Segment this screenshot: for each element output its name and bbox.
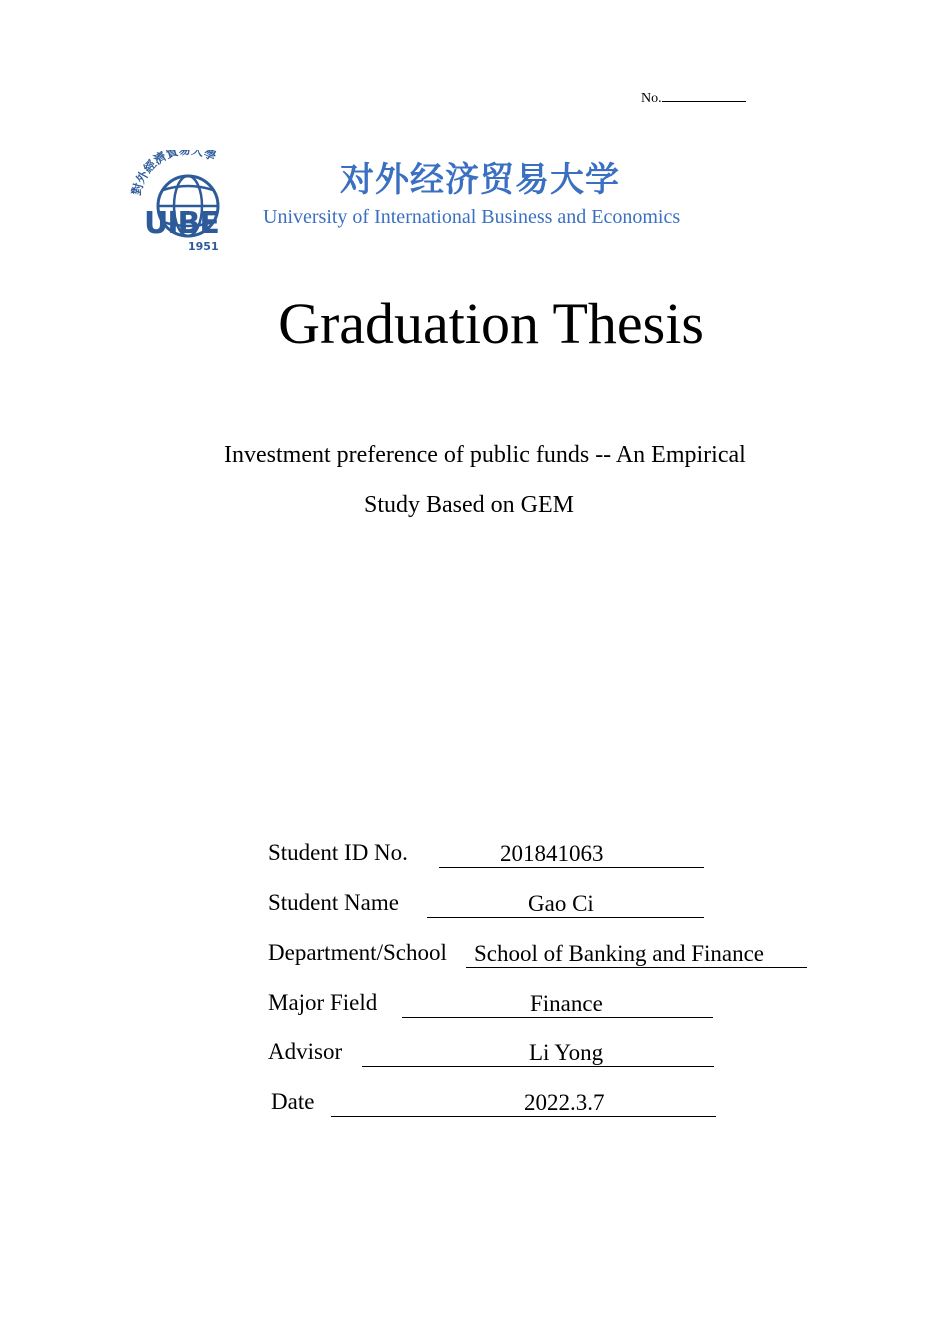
student-name-label: Student Name xyxy=(268,890,399,915)
student-id-value: 201841063 xyxy=(500,841,604,866)
serial-blank xyxy=(662,88,746,102)
thesis-title-line-2: Study Based on GEM xyxy=(364,492,574,518)
document-title: Graduation Thesis xyxy=(278,291,704,356)
thesis-title-line-1: Investment preference of public funds -- An Empirical xyxy=(224,442,746,468)
logo-year: 1951 xyxy=(188,240,219,253)
department-label: Department/School xyxy=(268,940,447,965)
university-logo xyxy=(128,150,244,262)
date-value-field xyxy=(331,1089,716,1117)
advisor-label: Advisor xyxy=(268,1039,343,1064)
major-value: Finance xyxy=(530,991,603,1016)
logo-wordmark: UIBE xyxy=(144,206,219,241)
student-id-label: Student ID No. xyxy=(268,840,408,865)
student-name-value-field xyxy=(427,890,704,918)
department-value-field xyxy=(466,940,807,968)
serial-label: No. xyxy=(641,91,662,106)
university-name-chinese: 对外经济贸易大学 xyxy=(340,160,620,200)
university-name-english: University of International Business and Economics xyxy=(263,206,681,228)
student-name-value: Gao Ci xyxy=(528,891,594,916)
advisor-value-field xyxy=(362,1039,714,1067)
date-label: Date xyxy=(271,1089,315,1114)
date-value: 2022.3.7 xyxy=(524,1090,605,1115)
serial-number xyxy=(641,88,746,107)
advisor-value: Li Yong xyxy=(529,1040,604,1065)
student-id-value-field xyxy=(439,840,704,868)
department-value: School of Banking and Finance xyxy=(474,941,765,966)
major-value-field xyxy=(402,990,713,1018)
logo-arc-text: 對外經濟貿易大學 xyxy=(129,150,219,197)
major-label: Major Field xyxy=(268,990,378,1015)
